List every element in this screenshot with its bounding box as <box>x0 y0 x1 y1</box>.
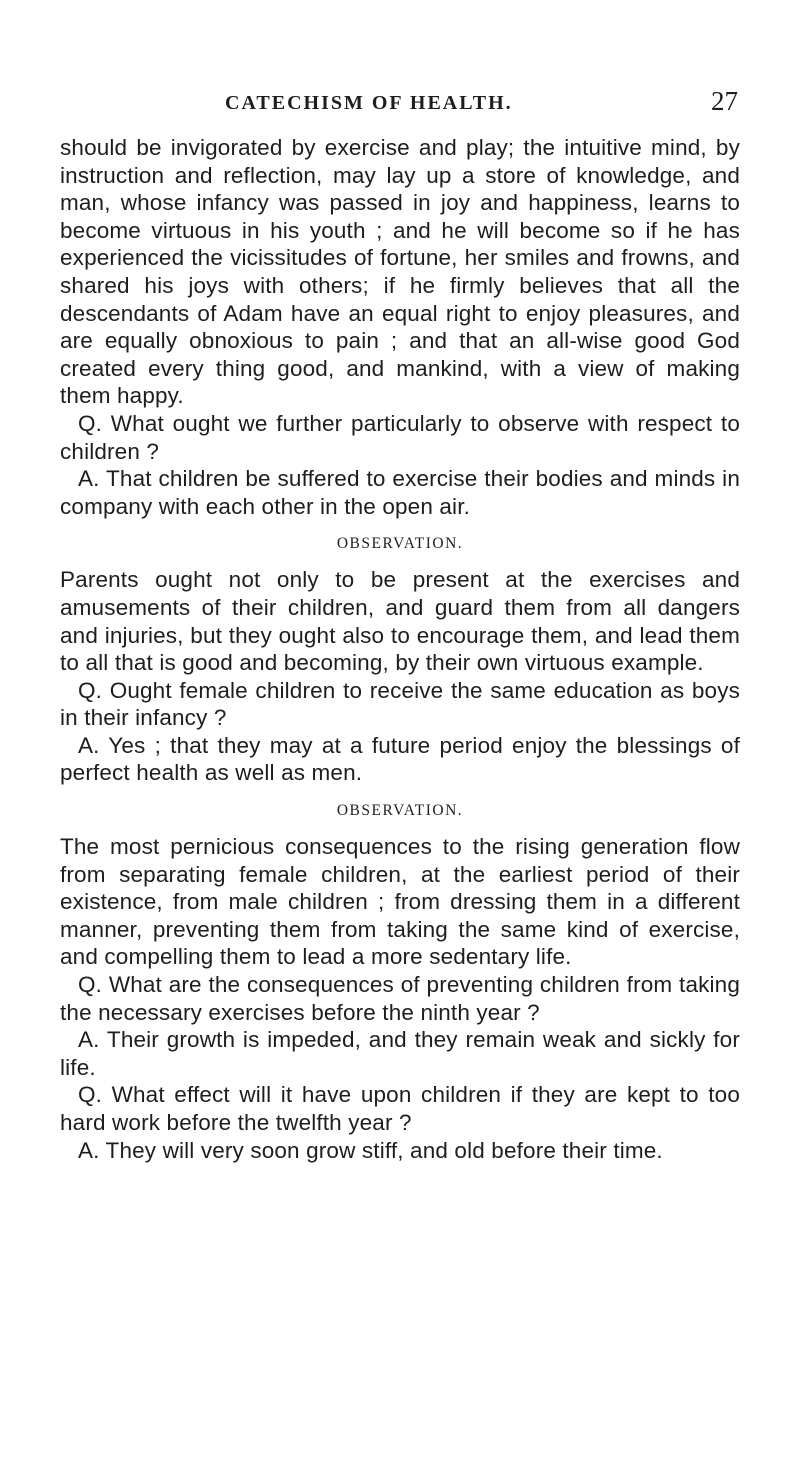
answer-2: A. Yes ; that they may at a future period enjoy the blessings of perfect health as well as men. <box>60 732 740 786</box>
observation-text-1: Parents ought not only to be present at the exercises and amusements of their children, and guard them from all dangers and injuries, but they ought also to encourage them, and lead them to all that is good and becoming, by their own virtuous example. <box>60 567 740 676</box>
answer-1: A. That children be suffered to exercise their bodies and minds in company with each other in the open air. <box>60 466 740 519</box>
page-body <box>60 134 740 1164</box>
observation-text-2: The most pernicious consequences to the rising generation flow from separating female children, at the earliest period of their existence, from male children ; from dressing them in a different manner, preventing them from taking the same kind of exercise, and compelling them to lead a more sedentary life. <box>60 834 740 970</box>
page-header <box>60 86 740 126</box>
observation-heading-2: OBSERVATION. <box>336 802 464 820</box>
running-title: CATECHISM OF HEALTH. <box>225 92 513 114</box>
question-4: Q. What effect will it have upon children if they are kept to too hard work before the twelfth year ? <box>60 1082 740 1135</box>
question-1: Q. What ought we further particularly to observe with respect to children ? <box>60 410 740 464</box>
question-3: Q. What are the consequences of preventing children from taking the necessary exercises before the ninth year ? <box>60 972 740 1025</box>
observation-heading-1: OBSERVATION. <box>336 535 464 553</box>
question-2: Q. Ought female children to receive the same education as boys in their infancy ? <box>60 677 740 731</box>
page-number: 27 <box>711 86 738 116</box>
answer-3: A. Their growth is impeded, and they remain weak and sickly for life. <box>60 1027 740 1080</box>
opening-paragraph: should be invigorated by exercise and play; the intuitive mind, by instruction and reflection, may lay up a store of knowledge, and man, whose infancy was passed in joy and happiness, learns to become virtuous in his youth ; and he will become so if he has experienced the vicissitudes of fortune, her smiles and frowns, and shared his joys with others; if he firmly believes that all the descendants of Adam have an equal right to enjoy pleasures, and are equally obnoxious to pain ; and that an all-wise good God created every thing good, and mankind, with a view of making them happy. <box>60 135 740 409</box>
answer-4: A. They will very soon grow stiff, and old before their time. <box>78 1137 663 1163</box>
